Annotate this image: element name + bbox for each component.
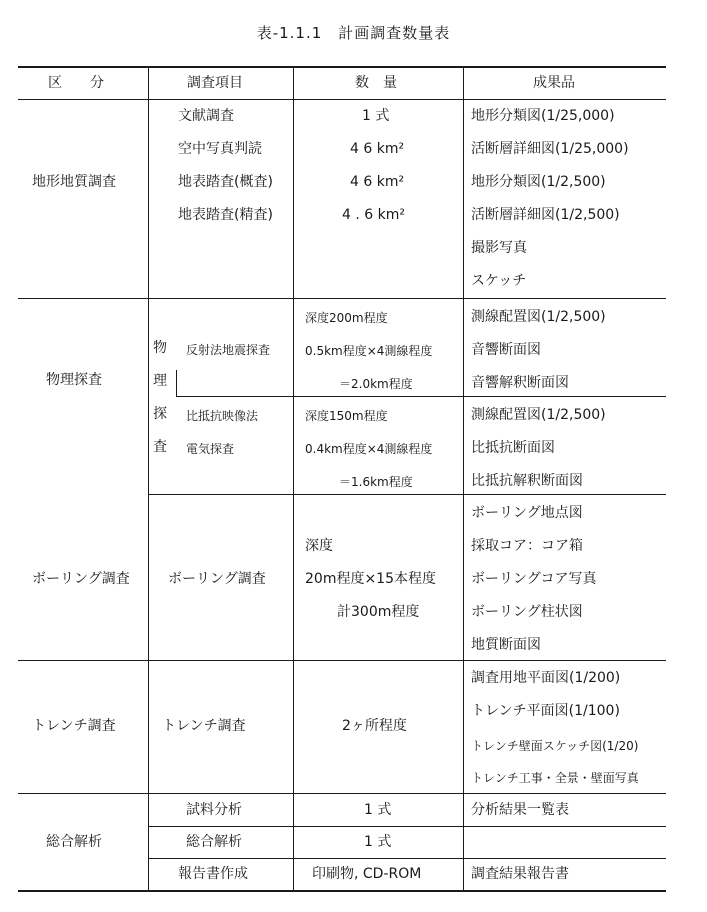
method-char: 理 <box>153 373 167 389</box>
resistivity-item: 比抵抗映像法 <box>186 409 259 423</box>
phys-category: 物理探査 <box>46 372 102 388</box>
resistivity-quantity: 0.4km程度×4測線程度 <box>305 442 433 456</box>
method-char: 探 <box>153 406 167 422</box>
rule-method-col <box>176 370 177 396</box>
method-char: 物 <box>153 340 167 356</box>
trench-deliverable: トレンチ平面図(1/100) <box>471 703 620 719</box>
geo-quantity: 4 6 km² <box>350 141 405 157</box>
rule-col-1 <box>148 66 149 891</box>
reflection-quantity: 深度200m程度 <box>305 311 388 325</box>
analysis-item: 総合解析 <box>186 834 242 850</box>
boring-deliverable: 地質断面図 <box>471 637 541 653</box>
reflection-deliverable: 音響断面図 <box>471 342 541 358</box>
rule-method-inner <box>176 396 293 397</box>
trench-deliverable: 調査用地平面図(1/200) <box>471 670 621 686</box>
rule-header <box>18 99 666 100</box>
reflection-quantity: 0.5km程度×4測線程度 <box>305 344 433 358</box>
rule-col-3 <box>463 66 464 891</box>
trench-category: トレンチ調査 <box>32 718 116 734</box>
geo-item: 地表踏査(概査) <box>178 174 273 190</box>
reflection-deliverable: 音響解釈断面図 <box>471 375 569 391</box>
geo-deliverable: 活断層詳細図(1/25,000) <box>471 141 629 157</box>
trench-item: トレンチ調査 <box>162 718 246 734</box>
trench-deliverable: トレンチ工事・全景・壁面写真 <box>471 771 639 785</box>
geo-quantity: 1 式 <box>362 108 390 124</box>
analysis-category: 総合解析 <box>46 834 102 850</box>
rule-phys-boring <box>148 494 666 495</box>
geo-deliverable: 地形分類図(1/2,500) <box>471 174 606 190</box>
resistivity-deliverable: 比抵抗断面図 <box>471 440 555 456</box>
geo-item: 地表踏査(精査) <box>178 207 273 223</box>
rule-col-2 <box>293 66 294 891</box>
boring-quantity: 20m程度×15本程度 <box>305 571 436 587</box>
analysis-deliverable: 調査結果報告書 <box>471 866 569 882</box>
boring-quantity: 計300m程度 <box>337 604 420 620</box>
boring-deliverable: ボーリングコア写真 <box>471 571 597 587</box>
header-item: 調査項目 <box>187 75 243 91</box>
boring-item: ボーリング調査 <box>168 571 266 587</box>
rule-trench-analysis <box>18 793 666 794</box>
analysis-quantity: 1 式 <box>364 802 392 818</box>
geo-deliverable: 活断層詳細図(1/2,500) <box>471 207 620 223</box>
analysis-quantity: 1 式 <box>364 834 392 850</box>
analysis-item: 報告書作成 <box>178 866 248 882</box>
rule-analysis-1 <box>148 826 666 827</box>
geo-deliverable: 地形分類図(1/25,000) <box>471 108 615 124</box>
rule-reflection-resistivity <box>293 396 666 397</box>
analysis-quantity: 印刷物, CD-ROM <box>312 866 422 882</box>
resistivity-deliverable: 測線配置図(1/2,500) <box>471 407 606 423</box>
resistivity-quantity: 深度150m程度 <box>305 409 388 423</box>
table-title: 表-1.1.1 計画調査数量表 <box>256 24 451 42</box>
boring-quantity: 深度 <box>305 538 333 554</box>
rule-analysis-2 <box>148 858 666 859</box>
trench-quantity: 2ヶ所程度 <box>342 718 407 734</box>
geo-item: 文献調査 <box>178 108 234 124</box>
method-char: 査 <box>153 439 167 455</box>
boring-category: ボーリング調査 <box>32 571 130 587</box>
geo-quantity: 4 6 km² <box>350 174 405 190</box>
boring-deliverable: 採取コア：コア箱 <box>471 538 583 554</box>
geo-deliverable: 撮影写真 <box>471 240 527 256</box>
reflection-quantity: ＝2.0km程度 <box>339 377 413 391</box>
analysis-item: 試料分析 <box>186 802 242 818</box>
rule-boring-trench <box>18 660 666 661</box>
geo-category: 地形地質調査 <box>32 174 116 190</box>
geo-deliverable: スケッチ <box>471 273 527 289</box>
geo-quantity: 4 . 6 km² <box>342 207 405 223</box>
geo-item: 空中写真判読 <box>178 141 262 157</box>
reflection-deliverable: 測線配置図(1/2,500) <box>471 309 606 325</box>
resistivity-item: 電気探査 <box>186 442 235 456</box>
rule-bottom <box>18 890 666 892</box>
rule-geo-phys <box>18 298 666 299</box>
reflection-item: 反射法地震探査 <box>186 343 271 357</box>
boring-deliverable: ボーリング柱状図 <box>471 604 583 620</box>
trench-deliverable: トレンチ壁面スケッチ図(1/20) <box>471 739 639 753</box>
header-deliverables: 成果品 <box>533 75 575 91</box>
rule-top <box>18 66 666 68</box>
analysis-deliverable: 分析結果一覧表 <box>471 802 569 818</box>
header-category: 区 分 <box>48 75 104 91</box>
boring-deliverable: ボーリング地点図 <box>471 505 583 521</box>
resistivity-deliverable: 比抵抗解釈断面図 <box>471 473 583 489</box>
header-quantity: 数 量 <box>355 75 397 91</box>
resistivity-quantity: ＝1.6km程度 <box>339 475 413 489</box>
